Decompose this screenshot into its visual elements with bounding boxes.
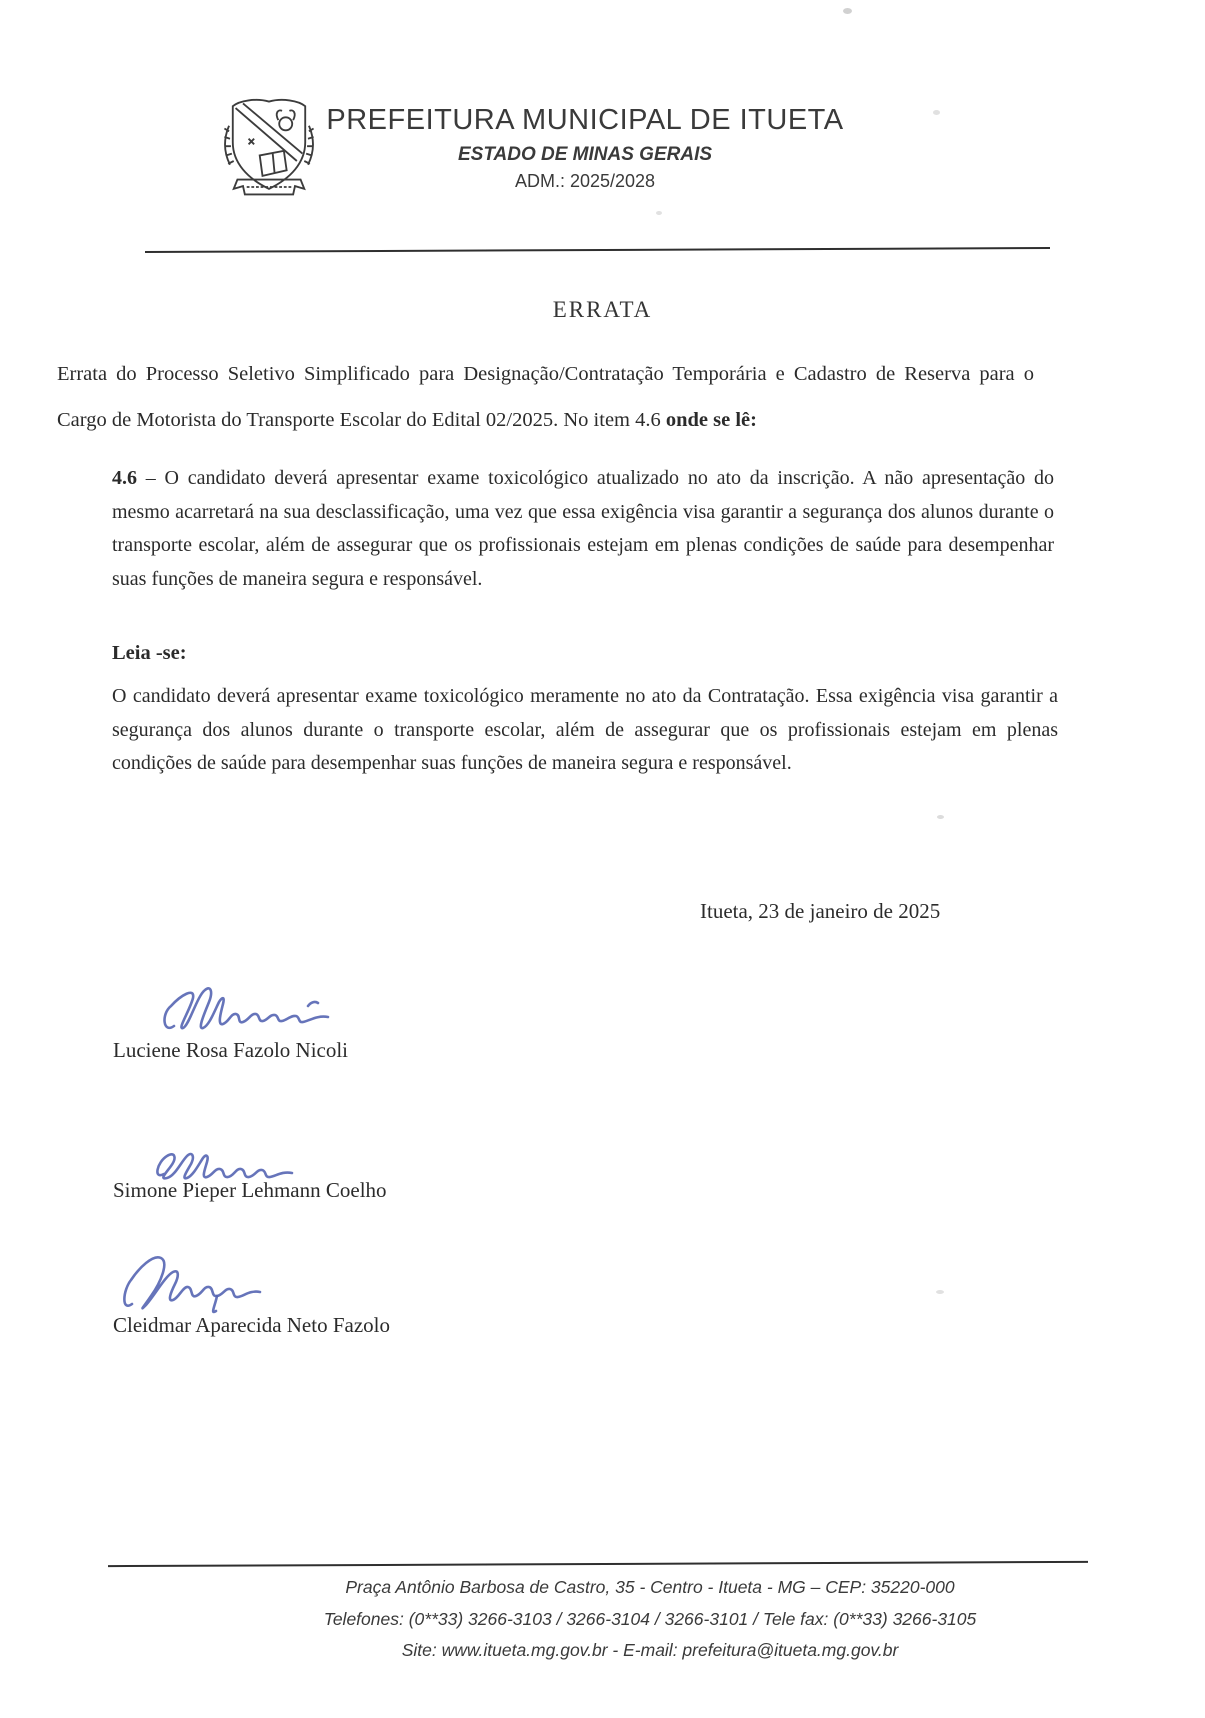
footer-site-email: Site: www.itueta.mg.gov.br - E-mail: prefeitura@itueta.mg.gov.br — [401, 1640, 899, 1660]
scan-artifact — [656, 211, 662, 215]
footer-divider — [108, 1561, 1088, 1567]
item-text: – O candidato deverá apresentar exame toxicológico atualizado no ato da inscrição. A não apresentação do mesmo acarretará na sua desclassificação, uma vez que essa exigência visa garantir a segurança dos alunos durante o transporte escolar, além de assegurar que os profissionais estejam em plenas condições de saúde para desempenhar suas funções de maneira segura e responsável. — [112, 467, 1054, 590]
scan-artifact — [933, 110, 940, 115]
intro-bold-lead: onde se lê: — [665, 409, 757, 431]
signatory-name: Cleidmar Aparecida Neto Fazolo — [113, 1313, 390, 1337]
leia-se-paragraph: O candidato deverá apresentar exame toxicológico meramente no ato da Contratação. Essa exigência visa garantir a segurança dos alunos durante o transporte escolar, além de assegurar que os profissionais estejam em plenas condições de saúde para desempenhar suas funções de maneira segura e responsável. — [112, 685, 1058, 774]
scan-artifact — [937, 815, 944, 819]
signatory-name: Luciene Rosa Fazolo Nicoli — [113, 1038, 349, 1062]
administration-term: ADM.: 2025/2028 — [514, 171, 656, 191]
dateline: Itueta, 23 de janeiro de 2025 — [700, 899, 941, 923]
footer-address: Praça Antônio Barbosa de Castro, 35 - Centro - Itueta - MG – CEP: 35220-000 — [345, 1577, 955, 1597]
org-state: ESTADO DE MINAS GERAIS — [457, 144, 713, 165]
footer-phones: Telefones: (0**33) 3266-3103 / 3266-3104 / 3266-3101 / Tele fax: (0**33) 3266-3105 — [323, 1608, 977, 1629]
scan-artifact — [843, 8, 852, 14]
intro-paragraph — [57, 351, 1034, 443]
document-title: ERRATA — [552, 297, 653, 322]
footer — [95, 1572, 1205, 1667]
signatory-name: Simone Pieper Lehmann Coelho — [113, 1178, 387, 1202]
leia-se-label: Leia -se: — [112, 642, 187, 664]
scan-artifact — [936, 1290, 944, 1294]
signature-scribble-fazolo — [120, 1248, 272, 1320]
signature-scribble-nicoli — [158, 980, 340, 1044]
item-number: 4.6 — [112, 467, 137, 489]
org-title: PREFEITURA MUNICIPAL DE ITUETA — [326, 104, 844, 136]
item-4-6-paragraph — [112, 462, 1054, 596]
letterhead — [300, 104, 870, 192]
header-divider — [145, 247, 1050, 253]
intro-text: Errata do Processo Seletivo Simplificado para Designação/Contratação Temporária e Cadastro de Reserva para o Cargo de Motorista do Transporte Escolar do Edital 02/2025. No item 4.6 — [57, 363, 1034, 431]
